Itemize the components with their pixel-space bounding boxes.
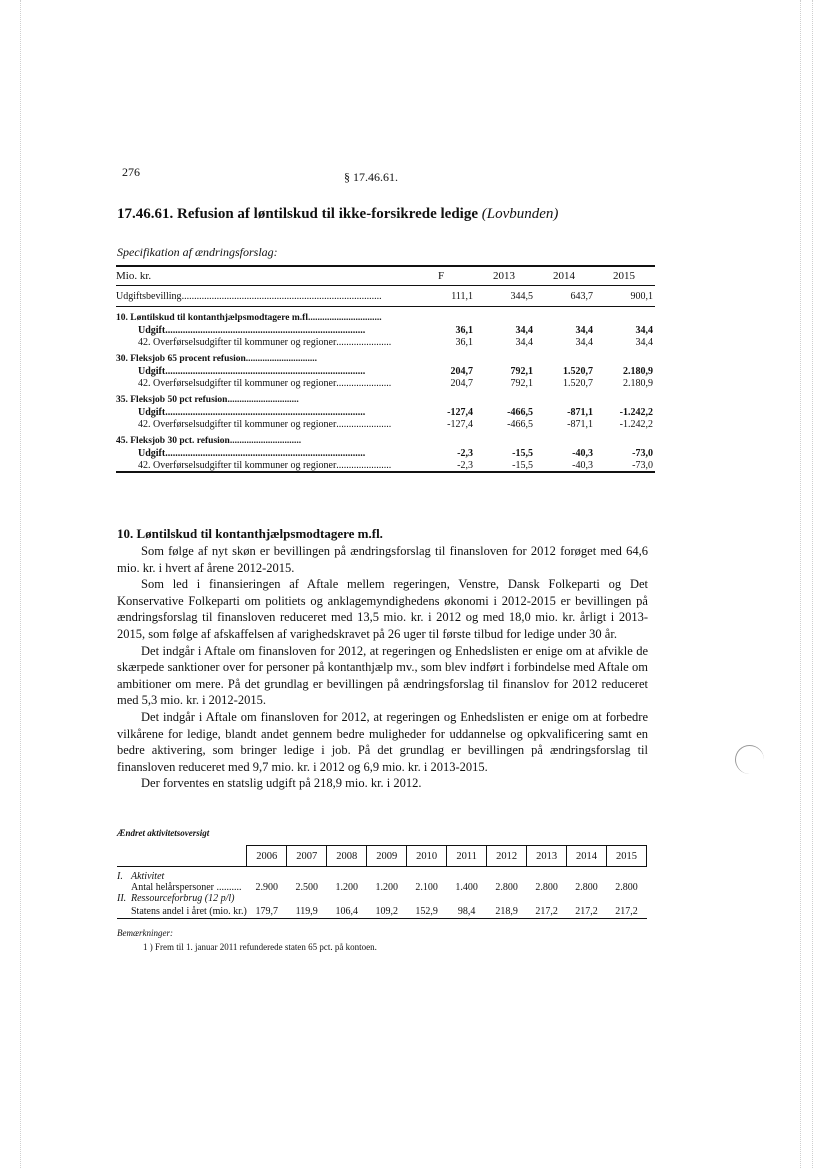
roman-numeral: I. [117, 871, 123, 882]
year-header: 2006 [247, 846, 287, 867]
specification-table [116, 265, 655, 473]
roman-numeral [117, 904, 131, 919]
value-cell: 217,2 [567, 904, 607, 919]
value-cell [595, 394, 655, 406]
value-cell [475, 312, 535, 324]
leader-dots: ................................................................................ [165, 365, 366, 377]
row-label: Statens andel i året (mio. kr.) [130, 905, 247, 917]
value-cell: 792,1 [510, 377, 533, 389]
section-heading: 10. Løntilskud til kontanthjælpsmodtagere m.fl. [117, 526, 383, 541]
value-cell: 344,5 [475, 286, 535, 307]
section-row [116, 394, 655, 406]
value-cell [527, 893, 567, 904]
leader-dots: .............................. [245, 354, 317, 364]
value-cell [475, 435, 535, 447]
row-label-text: 35. Fleksjob 50 pct refusion [116, 395, 228, 405]
column-header: 2015 [595, 266, 655, 286]
value-cell: -127,4 [447, 418, 473, 430]
value-cell: 2.800 [495, 882, 518, 893]
year-header: 2011 [447, 846, 487, 867]
value-cell: 1.520,7 [563, 377, 593, 389]
value-cell [475, 394, 535, 406]
table-row [117, 871, 647, 882]
value-cell: 2.500 [295, 882, 318, 893]
value-cell: -73,0 [595, 459, 655, 472]
value-cell: 2.900 [255, 882, 279, 893]
value-cell: 2.100 [415, 882, 438, 893]
value-cell: 2.180,9 [623, 365, 653, 377]
leader-dots: .............................. [227, 395, 299, 405]
value-cell [367, 893, 407, 904]
value-cell [535, 353, 595, 365]
leader-dots: ...................... [336, 336, 392, 348]
header-row [116, 266, 655, 286]
value-cell: -871,1 [567, 418, 593, 430]
row-label [116, 365, 409, 377]
value-cell [407, 893, 447, 904]
body-text [117, 543, 648, 792]
year-header: 2012 [487, 846, 527, 867]
row-label [116, 459, 409, 472]
value-cell: -2,3 [457, 447, 473, 459]
remarks-text: 1 ) Frem til 1. januar 2011 refunderede staten 65 pct. på kontoen. [143, 942, 377, 952]
value-cell [407, 871, 447, 882]
value-cell: 98,4 [447, 904, 487, 919]
year-header: 2010 [407, 846, 447, 867]
activity-title: Ændret aktivitetsoversigt [117, 828, 210, 838]
value-cell: 36,1 [455, 324, 473, 336]
table-row [116, 324, 655, 336]
leader-dots: .............................. [310, 313, 382, 323]
row-label: Ressourceforbrug (12 p/l) [130, 893, 235, 904]
value-cell: 792,1 [510, 365, 533, 377]
running-head: § 17.46.61. [344, 170, 398, 184]
value-cell: -127,4 [447, 406, 473, 418]
value-cell [327, 893, 367, 904]
value-cell: 1.200 [335, 882, 358, 893]
page-title-text: 17.46.61. Refusion af løntilskud til ikke-forsikrede ledige [117, 206, 478, 222]
spec-title: Specifikation af ændringsforslag: [117, 245, 278, 259]
year-header: 2014 [567, 846, 607, 867]
paragraph: Det indgår i Aftale om finansloven for 2012, at regeringen og Enhedslisten er enige om at forbedre vilkårene for ledige, blandt andet gennem bedre muligheder for uddannelse og opkvalificering samt en bedre aktivering, som bringer ledige i job. På det grundlag er bevillingen på ændringsforslag til finansloven reduceret med 9,7 mio. kr. i 2012 og 6,9 mio. kr. i 2013-2015. [117, 709, 648, 774]
value-cell: 34,4 [575, 336, 593, 348]
row-label [116, 418, 409, 430]
value-cell: 204,7 [450, 377, 473, 389]
column-header: 2014 [535, 266, 595, 286]
row-label-text: 30. Fleksjob 65 procent refusion [116, 354, 246, 364]
row-label-text: 45. Fleksjob 30 pct. refusion [116, 436, 230, 446]
value-cell: -466,5 [507, 418, 533, 430]
year-header: 2009 [367, 846, 407, 867]
year-header: 2007 [287, 846, 327, 867]
value-cell: 34,4 [515, 336, 533, 348]
blank-cell [117, 846, 247, 867]
leader-dots: ................................................................................ [165, 447, 366, 459]
value-cell: 217,2 [527, 904, 567, 919]
value-cell: 218,9 [487, 904, 527, 919]
value-cell [567, 893, 607, 904]
table-row [116, 377, 655, 389]
leader-dots: ................................................................................ [181, 290, 382, 302]
value-cell: 179,7 [247, 904, 287, 919]
value-cell: -2,3 [409, 459, 475, 472]
column-header: 2013 [475, 266, 535, 286]
value-cell [535, 435, 595, 447]
value-cell: -40,3 [535, 459, 595, 472]
value-cell [607, 893, 647, 904]
value-cell [535, 312, 595, 324]
value-cell: 152,9 [407, 904, 447, 919]
paragraph: Det indgår i Aftale om finansloven for 2012, at regeringen og Enhedslisten er enige om at afvikle de skærpede sanktioner over for personer på kontanthjælp mv., som blev indført i forbindelse med Aftale om ambitioner om mere. På det grundlag er bevillingen på ændringsforslag til finanslov for 2012 reduceret med 5,3 mio. kr. i 2012-2015. [117, 643, 648, 708]
leader-dots: ................................................................................ [165, 324, 366, 336]
value-cell: 111,1 [409, 286, 475, 307]
row-label [116, 435, 409, 447]
row-label: Aktivitet [130, 871, 165, 882]
row-label [116, 286, 409, 307]
page-title [117, 206, 558, 223]
value-cell: 34,4 [515, 324, 533, 336]
paragraph: Som følge af nyt skøn er bevillingen på ændringsforslag til finansloven for 2012 forøget med 64,6 mio. kr. i hvert af årene 2012-2015. [117, 544, 648, 575]
table-row [116, 336, 655, 348]
year-header: 2013 [527, 846, 567, 867]
value-cell: 1.200 [375, 882, 398, 893]
table-row [116, 286, 655, 307]
value-cell: -40,3 [572, 447, 593, 459]
value-cell: 643,7 [535, 286, 595, 307]
page-title-suffix: (Lovbunden) [481, 206, 559, 222]
value-cell: 2.800 [615, 882, 638, 893]
year-header-row [117, 846, 647, 867]
value-cell [287, 871, 327, 882]
leader-dots: ...................... [336, 377, 392, 389]
row-label-text: 42. Overførselsudgifter til kommuner og regioner [138, 377, 337, 389]
leader-dots: ...................... [336, 459, 392, 471]
row-label [116, 394, 409, 406]
section-row [116, 312, 655, 324]
value-cell: 2.800 [535, 882, 558, 893]
value-cell: 106,4 [327, 904, 367, 919]
value-cell: -871,1 [567, 406, 593, 418]
value-cell [287, 893, 327, 904]
table-row [116, 418, 655, 430]
table-row [116, 406, 655, 418]
table-row [117, 904, 647, 919]
value-cell [409, 312, 475, 324]
row-label-text: Udgift [138, 447, 166, 459]
row-label-text: 42. Overførselsudgifter til kommuner og regioner [138, 418, 337, 430]
row-label [116, 336, 409, 348]
leader-dots: ...................... [336, 418, 392, 430]
row-label-text: Udgift [138, 406, 166, 418]
value-cell: -15,5 [512, 447, 533, 459]
value-cell: -15,5 [475, 459, 535, 472]
value-cell [247, 871, 287, 882]
row-label [116, 312, 409, 324]
table-row [117, 893, 647, 904]
roman-numeral [117, 882, 131, 893]
row-label [116, 447, 409, 459]
row-label-text: 10. Løntilskud til kontanthjælpsmodtagere m.fl. [116, 313, 311, 323]
value-cell [595, 312, 655, 324]
section-row [116, 353, 655, 365]
value-cell [327, 871, 367, 882]
value-cell [567, 871, 607, 882]
table-row [116, 459, 655, 472]
remarks-title: Bemærkninger: [117, 928, 173, 938]
row-label-text: 42. Overførselsudgifter til kommuner og regioner [138, 336, 337, 348]
value-cell: 2.800 [575, 882, 598, 893]
row-label-text: 42. Overførselsudgifter til kommuner og regioner [138, 459, 337, 471]
value-cell [447, 893, 487, 904]
row-label: Antal helårspersoner .......... [130, 882, 242, 893]
value-cell [367, 871, 407, 882]
value-cell [607, 871, 647, 882]
value-cell: 217,2 [607, 904, 647, 919]
paragraph: Som led i finansieringen af Aftale mellem regeringen, Venstre, Dansk Folkeparti og Det Konservative Folkeparti om politiets og anklagemyndighedens økonomi i 2012-2015 er bevillingen på ændringsforslag til finansloven reduceret med 13,5 mio. kr. i 2012 og med 18,0 mio. kr. årligt i 2013-2015, som følge af afskaffelsen af varighedskravet på 26 uger til første tilbud for ledige under 30 år. [117, 577, 648, 641]
activity-table [117, 845, 647, 919]
leader-dots: .............................. [229, 436, 302, 446]
column-header: Mio. kr. [116, 266, 409, 286]
page-number: 276 [122, 165, 140, 179]
row-label [116, 324, 409, 336]
year-header: 2015 [607, 846, 647, 867]
section-row [116, 435, 655, 447]
value-cell [595, 353, 655, 365]
value-cell: 204,7 [450, 365, 473, 377]
value-cell: 34,4 [575, 324, 593, 336]
value-cell: 119,9 [287, 904, 327, 919]
paragraph: Der forventes en statslig udgift på 218,9 mio. kr. i 2012. [141, 776, 422, 791]
value-cell [447, 871, 487, 882]
value-cell [409, 353, 475, 365]
value-cell [487, 871, 527, 882]
value-cell: 2.180,9 [623, 377, 653, 389]
value-cell: -466,5 [507, 406, 533, 418]
value-cell [475, 353, 535, 365]
roman-numeral: II. [117, 893, 127, 904]
scan-arc-mark [735, 745, 764, 774]
value-cell [527, 871, 567, 882]
value-cell: 34,4 [635, 336, 653, 348]
row-label [116, 406, 409, 418]
value-cell [487, 893, 527, 904]
value-cell: 109,2 [367, 904, 407, 919]
table-row [116, 365, 655, 377]
row-label-text: Udgift [138, 324, 166, 336]
row-label-text: Udgiftsbevilling [116, 290, 182, 302]
value-cell [409, 435, 475, 447]
value-cell: 1.400 [455, 882, 478, 893]
value-cell [247, 893, 287, 904]
value-cell: 36,1 [455, 336, 473, 348]
row-label [116, 377, 409, 389]
value-cell: 900,1 [595, 286, 655, 307]
value-cell [535, 394, 595, 406]
value-cell [595, 435, 655, 447]
row-label [116, 353, 409, 365]
value-cell: 34,4 [635, 324, 653, 336]
value-cell [409, 394, 475, 406]
year-header: 2008 [327, 846, 367, 867]
row-label-text: Udgift [138, 365, 166, 377]
table-row [117, 882, 647, 893]
value-cell: -1.242,2 [619, 418, 653, 430]
column-header: F [409, 266, 475, 286]
table-row [116, 447, 655, 459]
value-cell: -73,0 [632, 447, 653, 459]
value-cell: 1.520,7 [563, 365, 593, 377]
value-cell: -1.242,2 [619, 406, 653, 418]
leader-dots: ................................................................................ [165, 406, 366, 418]
